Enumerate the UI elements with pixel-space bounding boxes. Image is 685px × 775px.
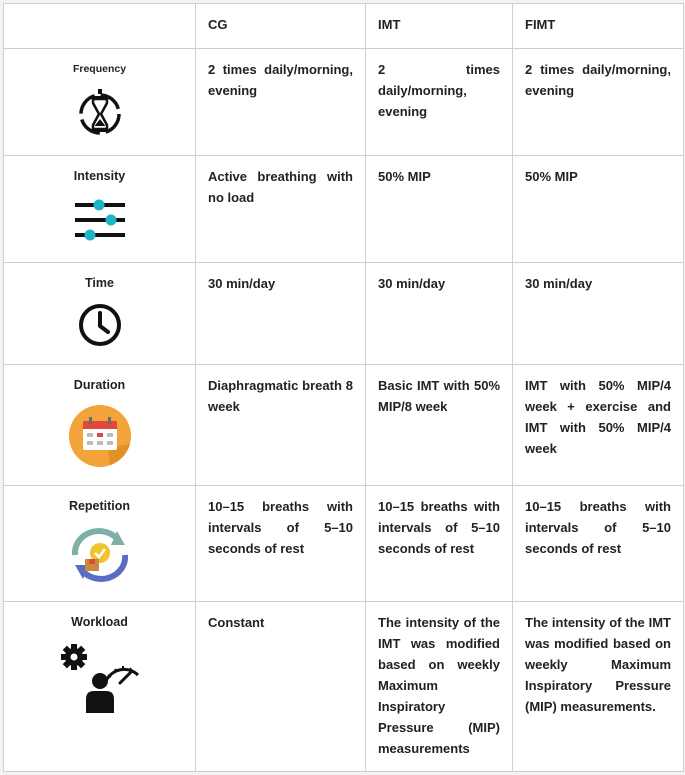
imt-workload: The intensity of the IMT was modified based on weekly Maximum Inspiratory Pressure (MIP) measurements	[366, 602, 513, 772]
fimt-frequency: 2 times daily/morning, evening	[513, 49, 684, 156]
row-time	[4, 263, 684, 365]
row-intensity	[4, 156, 684, 263]
header-cg: CG	[196, 4, 366, 49]
training-protocol-table	[3, 3, 684, 772]
sliders-icon	[73, 195, 127, 245]
parameter-label: Workload	[71, 615, 128, 629]
imt-time: 30 min/day	[366, 263, 513, 365]
imt-intensity: 50% MIP	[366, 156, 513, 263]
parameter-label: Frequency	[72, 63, 127, 75]
cg-repetition: 10–15 breaths with intervals of 5–10 seconds of rest	[196, 486, 366, 602]
parameter-label: Time	[85, 276, 114, 290]
fimt-intensity: 50% MIP	[513, 156, 684, 263]
clock-icon	[77, 302, 123, 348]
parameter-cell	[4, 156, 196, 263]
row-repetition	[4, 486, 684, 602]
cg-frequency: 2 times daily/morning, evening	[196, 49, 366, 156]
imt-repetition: 10–15 breaths with intervals of 5–10 seconds of rest	[366, 486, 513, 602]
workload-icon	[60, 641, 140, 713]
cg-workload: Constant	[196, 602, 366, 772]
parameter-cell	[4, 49, 196, 156]
header-row	[4, 4, 684, 49]
repeat-cycle-icon	[67, 525, 133, 585]
calendar-icon	[68, 404, 132, 468]
fimt-duration: IMT with 50% MIP/4 week + exercise and IMT with 50% MIP/4 week	[513, 365, 684, 486]
parameter-label: Repetition	[68, 499, 131, 513]
cg-duration: Diaphragmatic breath 8 week	[196, 365, 366, 486]
header-fimt: FIMT	[513, 4, 684, 49]
fimt-time: 30 min/day	[513, 263, 684, 365]
imt-duration: Basic IMT with 50% MIP/8 week	[366, 365, 513, 486]
header-imt: IMT	[366, 4, 513, 49]
hourglass-icon	[76, 88, 124, 138]
parameter-cell	[4, 486, 196, 602]
row-duration	[4, 365, 684, 486]
cg-time: 30 min/day	[196, 263, 366, 365]
row-frequency	[4, 49, 684, 156]
parameter-cell	[4, 602, 196, 772]
row-workload	[4, 602, 684, 772]
imt-frequency: 2 times daily/morning, evening	[366, 49, 513, 156]
fimt-repetition: 10–15 breaths with intervals of 5–10 seconds of rest	[513, 486, 684, 602]
fimt-workload: The intensity of the IMT was modified based on weekly Maximum Inspiratory Pressure (MIP) measurements.	[513, 602, 684, 772]
parameter-cell	[4, 365, 196, 486]
cg-intensity: Active breathing with no load	[196, 156, 366, 263]
header-empty-cell	[4, 4, 196, 49]
parameter-label: Intensity	[73, 169, 126, 183]
parameter-label: Duration	[73, 378, 126, 392]
parameter-cell	[4, 263, 196, 365]
